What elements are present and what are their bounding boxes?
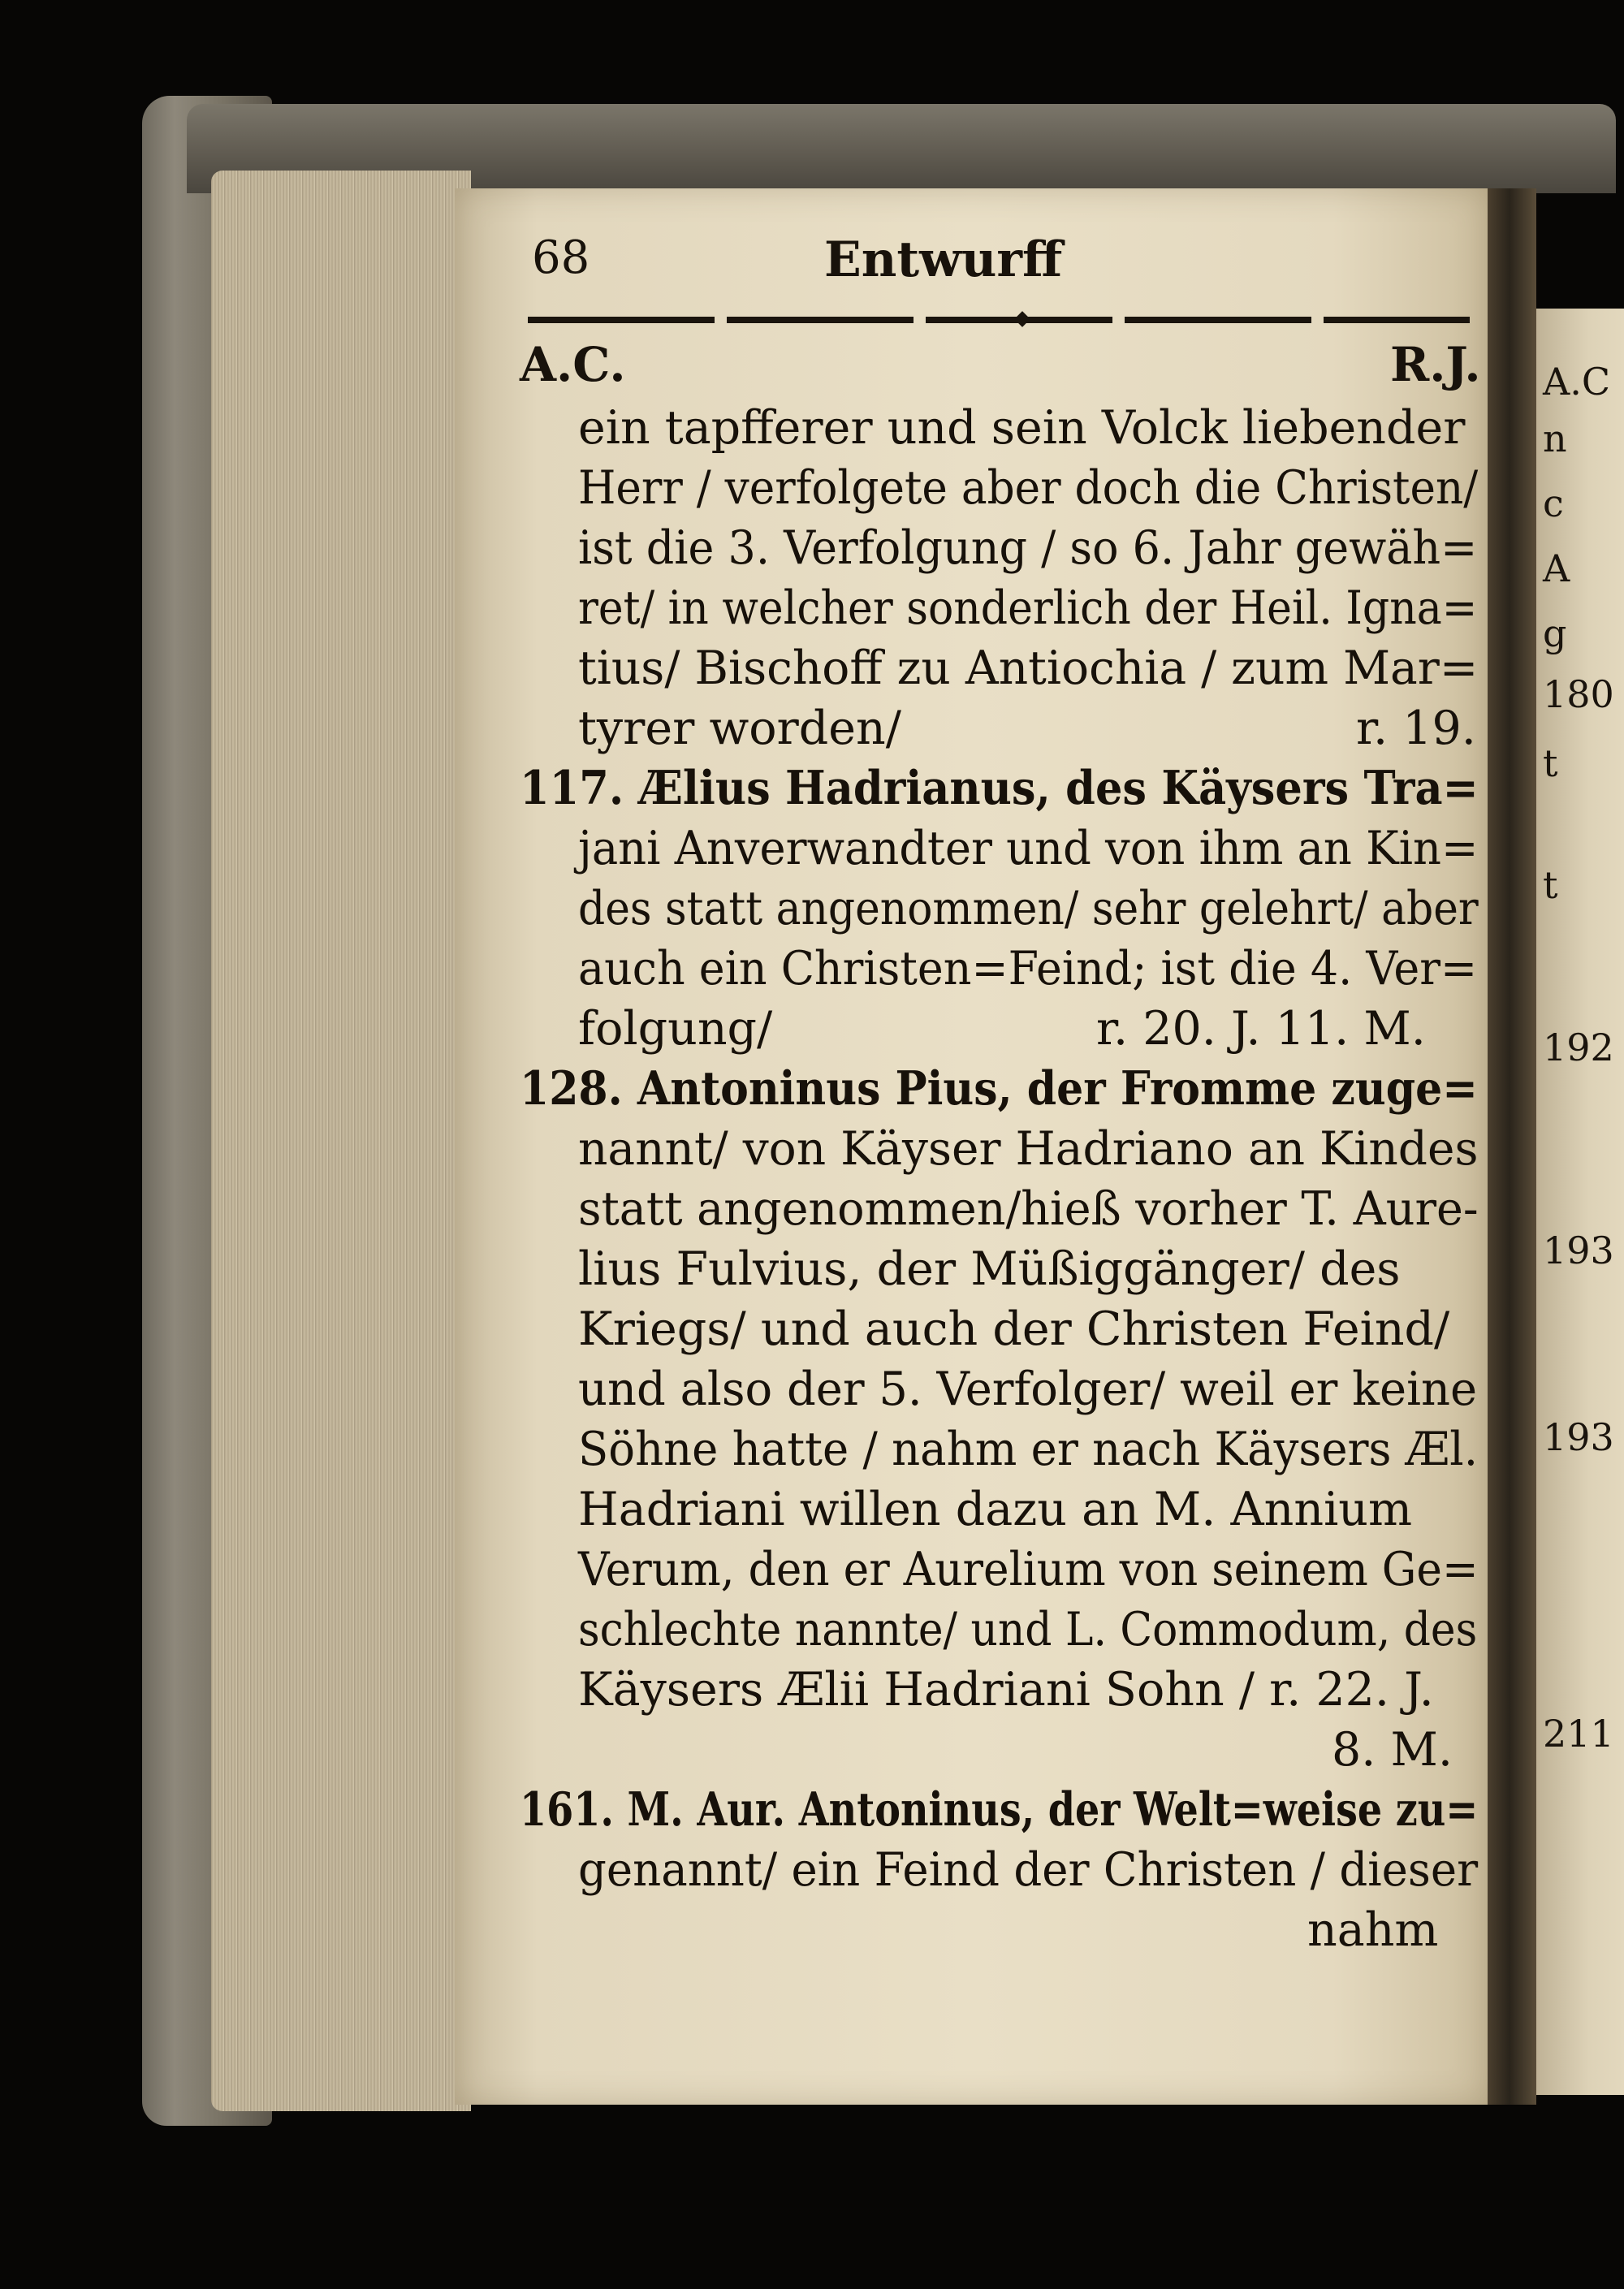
text-line: Kriegs/ und auch der Christen Feind/ xyxy=(578,1302,1450,1356)
page-number: 68 xyxy=(532,231,590,284)
text-line: Verum, den er Aurelium von seinem Ge= xyxy=(578,1543,1479,1596)
text-line: 128. Antoninus Pius, der Fromme zuge= xyxy=(520,1061,1478,1116)
text-line: Herr / verfolgete aber doch die Christen/ xyxy=(578,461,1479,515)
right-fragment: t xyxy=(1543,741,1558,785)
right-page-fragments xyxy=(1543,357,1614,1756)
text-line: statt angenommen/hieß vorher T. Aure- xyxy=(578,1182,1479,1236)
right-fragment: t xyxy=(1543,863,1558,907)
text-line: tyrer worden/ xyxy=(578,702,901,755)
text-line: 117. Ælius Hadrianus, des Käysers Tra= xyxy=(520,761,1479,815)
regnal-years: r. 20. J. 11. M. xyxy=(1096,1002,1426,1056)
right-fragment: 211 xyxy=(1543,1712,1614,1756)
text-line: nannt/ von Käyser Hadriano an Kindes xyxy=(578,1122,1479,1176)
right-fragment: 193 xyxy=(1543,1415,1614,1459)
right-fragment: 180 xyxy=(1543,672,1614,716)
header-rule xyxy=(528,317,1470,323)
text-line: ret/ in welcher sonderlich der Heil. Igna= xyxy=(578,581,1478,635)
right-fragment: n xyxy=(1543,417,1567,460)
regnal-years: r. 19. xyxy=(1356,702,1476,755)
text-line: ein tapfferer und sein Volck liebender xyxy=(578,401,1466,455)
text-line: tius/ Bischoff zu Antiochia / zum Mar= xyxy=(578,641,1479,695)
text-line: genannt/ ein Feind der Christen / dieser xyxy=(578,1843,1479,1897)
column-heading-anno-christi: A.C. xyxy=(520,337,626,392)
text-line: Söhne hatte / nahm er nach Käysers Æl. xyxy=(578,1423,1479,1476)
right-fragment: 192 xyxy=(1543,1026,1614,1069)
text-line: jani Anverwandter und von ihm an Kin= xyxy=(578,822,1479,875)
text-line: schlechte nannte/ und L. Commodum, des xyxy=(578,1603,1478,1656)
text-line: auch ein Christen=Feind; ist die 4. Ver= xyxy=(578,942,1478,995)
page-block-edges xyxy=(211,171,471,2111)
column-heading-regierungsjahre: R.J. xyxy=(1390,337,1481,392)
text-line: und also der 5. Verfolger/ weil er keine xyxy=(578,1363,1478,1416)
right-fragment: g xyxy=(1543,611,1567,655)
text-line: Käysers Ælii Hadriani Sohn / r. 22. J. xyxy=(578,1663,1434,1717)
right-fragment: c xyxy=(1543,482,1564,525)
regnal-years: 8. M. xyxy=(1332,1723,1453,1777)
right-fragment: 193 xyxy=(1543,1229,1614,1272)
page-header xyxy=(532,231,1466,296)
right-fragment: A xyxy=(1543,546,1570,590)
running-title: Entwurff xyxy=(824,231,1063,288)
text-line: des statt angenommen/ sehr gelehrt/ aber xyxy=(578,882,1479,935)
catchword: nahm xyxy=(1307,1903,1439,1957)
text-line: lius Fulvius, der Müßiggänger/ des xyxy=(578,1242,1401,1296)
text-line: Hadriani willen dazu an M. Annium xyxy=(578,1483,1413,1536)
text-line: folgung/ xyxy=(578,1002,773,1056)
text-line: ist die 3. Verfolgung / so 6. Jahr gewäh= xyxy=(578,521,1478,575)
text-line: 161. M. Aur. Antoninus, der Welt=weise zu= xyxy=(520,1782,1479,1837)
right-fragment: A.C xyxy=(1543,360,1611,404)
book-gutter xyxy=(1488,188,1536,2105)
